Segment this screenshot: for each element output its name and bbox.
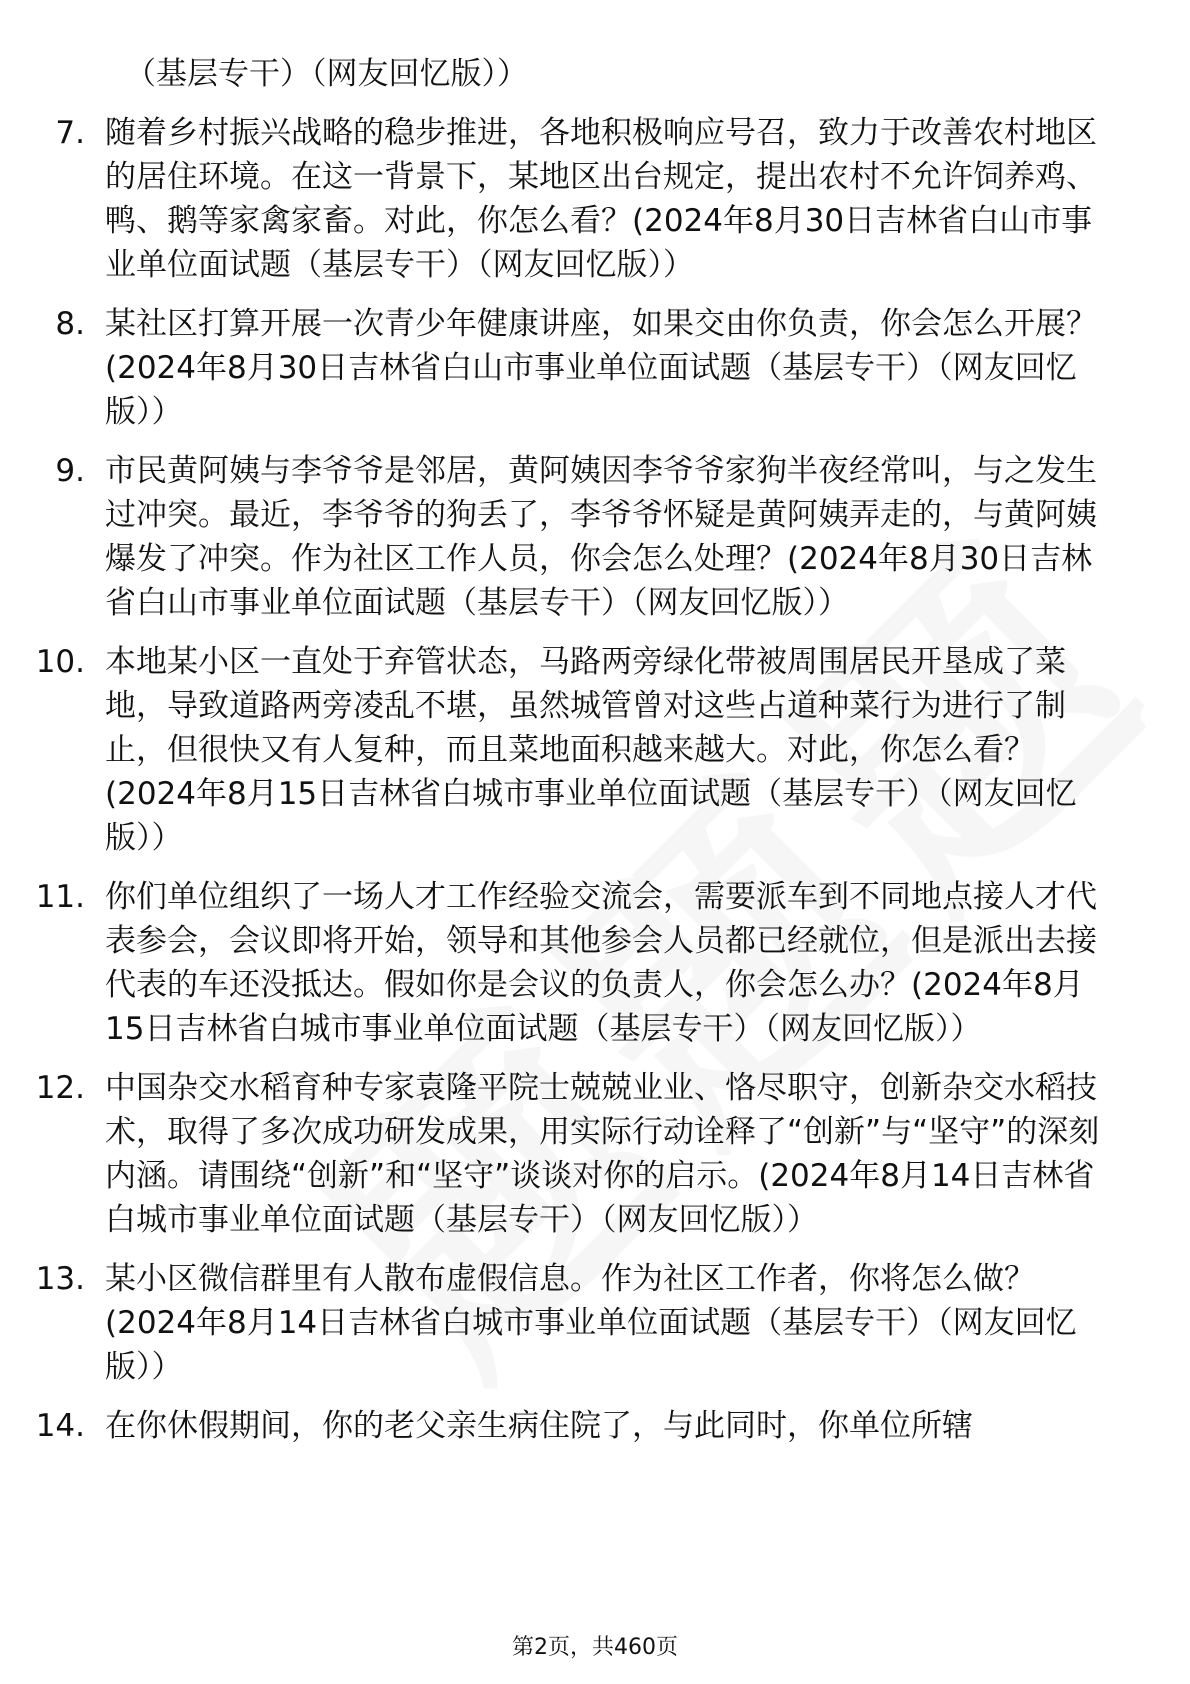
question-text: 随着乡村振兴战略的稳步推进，各地积极响应号召，致力于改善农村地区的居住环境。在这一背景下，某地区出台规定，提出农村不允许饲养鸡、鸭、鹅等家禽家畜。对此，你怎么看？(2024年8月30日吉林省白山市事业单位面试题（基层专干）（网友回忆版））	[105, 115, 1097, 283]
question-number: 7.	[55, 115, 85, 151]
question-text: 某小区微信群里有人散布虚假信息。作为社区工作者，你将怎么做？(2024年8月14日吉林省白城市事业单位面试题（基层专干）（网友回忆版））	[105, 1261, 1077, 1385]
page-footer: 第2页，共460页	[512, 1635, 678, 1660]
question-text: 市民黄阿姨与李爷爷是邻居，黄阿姨因李爷爷家狗半夜经常叫，与之发生过冲突。最近，李爷爷的狗丢了，李爷爷怀疑是黄阿姨弄走的，与黄阿姨爆发了冲突。作为社区工作人员，你会怎么处理？(2024年8月30日吉林省白山市事业单位面试题（基层专干）（网友回忆版））	[105, 453, 1097, 621]
question-item-10	[0, 640, 1190, 860]
question-number: 11.	[35, 879, 85, 915]
question-number: 13.	[35, 1261, 85, 1297]
question-item-13	[0, 1257, 1190, 1389]
question-number: 8.	[55, 306, 85, 342]
question-item-12	[0, 1066, 1190, 1242]
question-number: 10.	[35, 644, 85, 680]
question-text: 某社区打算开展一次青少年健康讲座，如果交由你负责，你会怎么开展？(2024年8月30日吉林省白山市事业单位面试题（基层专干）（网友回忆版））	[105, 306, 1097, 430]
question-number: 14.	[35, 1408, 85, 1444]
question-text: 本地某小区一直处于弃管状态，马路两旁绿化带被周围居民开垦成了菜地，导致道路两旁凌乱不堪，虽然城管曾对这些占道种菜行为进行了制止，但很快又有人复种，而且菜地面积越来越大。对此，你怎么看？(2024年8月15日吉林省白城市事业单位面试题（基层专干）（网友回忆版））	[105, 644, 1077, 856]
continuation-text: （基层专干）（网友回忆版））	[125, 56, 528, 92]
question-item-9	[0, 449, 1190, 625]
question-item-11	[0, 875, 1190, 1051]
question-text: 在你休假期间，你的老父亲生病住院了，与此同时，你单位所辖	[105, 1408, 973, 1444]
question-item-8	[0, 302, 1190, 434]
question-text: 中国杂交水稻育种专家袁隆平院士兢兢业业、恪尽职守，创新杂交水稻技术，取得了多次成功研发成果，用实际行动诠释了“创新”与“坚守”的深刻内涵。请围绕“创新”和“坚守”谈谈对你的启示。(2024年8月14日吉林省白城市事业单位面试题（基层专干）（网友回忆版））	[105, 1070, 1100, 1238]
question-item-7	[0, 111, 1190, 287]
question-text: 你们单位组织了一场人才工作经验交流会，需要派车到不同地点接人才代表参会，会议即将开始，领导和其他参会人员都已经就位，但是派出去接代表的车还没抵达。假如你是会议的负责人，你会怎么办？(2024年8月15日吉林省白城市事业单位面试题（基层专干）（网友回忆版））	[105, 879, 1097, 1047]
question-number: 9.	[55, 453, 85, 489]
question-list	[0, 52, 1190, 1463]
question-item-14	[0, 1404, 1190, 1448]
question-number: 12.	[35, 1070, 85, 1106]
